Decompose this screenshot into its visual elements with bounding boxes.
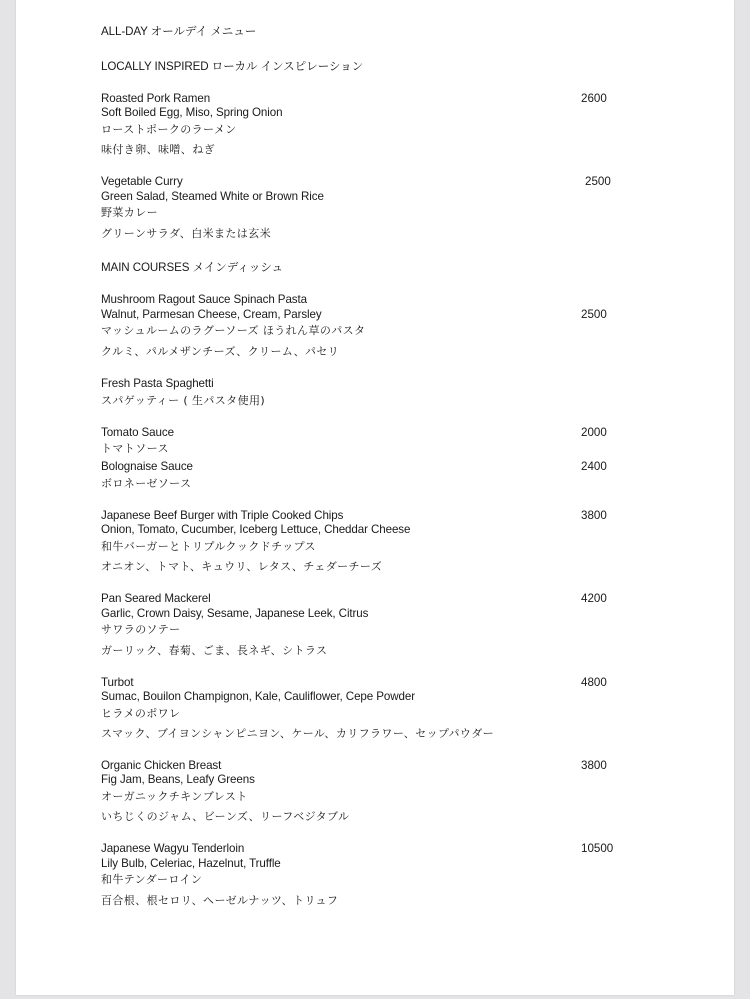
item-description: Soft Boiled Egg, Miso, Spring Onion xyxy=(101,106,283,119)
item-name: Japanese Wagyu Tenderloin xyxy=(101,842,245,855)
item-name-japanese: ヒラメのポワレ xyxy=(101,707,181,720)
item-description: Walnut, Parmesan Cheese, Cream, Parsley xyxy=(101,308,322,321)
item-description-japanese: クルミ、パルメザンチーズ、クリーム、パセリ xyxy=(101,345,340,358)
item-price: 2500 xyxy=(585,175,611,188)
item-price: 2500 xyxy=(581,308,607,321)
item-price: 3800 xyxy=(581,759,607,772)
item-description-japanese: ガーリック、春菊、ごま、長ネギ、シトラス xyxy=(101,644,328,657)
item-name-japanese: 和牛テンダーロイン xyxy=(101,873,203,886)
menu-title: ALL-DAY オールデイ メニュー xyxy=(101,25,257,38)
item-description: Lily Bulb, Celeriac, Hazelnut, Truffle xyxy=(101,857,281,870)
item-price: 10500 xyxy=(581,842,614,855)
item-description-japanese: オニオン、トマト、キュウリ、レタス、チェダーチーズ xyxy=(101,560,383,573)
item-price: 2000 xyxy=(581,426,607,439)
item-price: 2400 xyxy=(581,460,607,473)
item-name: Bolognaise Sauce xyxy=(101,460,193,473)
item-name-japanese: ボロネーゼソース xyxy=(101,477,192,490)
item-name: Pan Seared Mackerel xyxy=(101,592,211,605)
item-description-japanese: いちじくのジャム、ビーンズ、リーフベジタブル xyxy=(101,810,350,823)
item-name-japanese: 和牛バーガーとトリプルクックドチップス xyxy=(101,540,316,553)
item-description: Green Salad, Steamed White or Brown Rice xyxy=(101,190,324,203)
item-price: 2600 xyxy=(581,92,607,105)
item-name: Turbot xyxy=(101,676,134,689)
item-price: 4200 xyxy=(581,592,607,605)
item-description-japanese: 百合根、根セロリ、ヘーゼルナッツ、トリュフ xyxy=(101,894,339,907)
item-name: Mushroom Ragout Sauce Spinach Pasta xyxy=(101,293,307,306)
item-name-japanese: サワラのソテー xyxy=(101,623,181,636)
item-name-japanese: オーガニックチキンブレスト xyxy=(101,790,248,803)
item-description: Sumac, Bouilon Champignon, Kale, Cauliflower, Cepe Powder xyxy=(101,690,415,703)
item-name-japanese: スパゲッティー ( 生パスタ使用) xyxy=(101,394,266,407)
item-price: 4800 xyxy=(581,676,607,689)
item-name: Organic Chicken Breast xyxy=(101,759,222,772)
item-description-japanese: グリーンサラダ、白米または玄米 xyxy=(101,227,272,240)
item-name-japanese: マッシュルームのラグーソーズ ほうれん草のパスタ xyxy=(101,324,366,337)
item-name: Japanese Beef Burger with Triple Cooked Chips xyxy=(101,509,344,522)
item-name: Vegetable Curry xyxy=(101,175,183,188)
item-description: Garlic, Crown Daisy, Sesame, Japanese Leek, Citrus xyxy=(101,607,369,620)
section-heading-locally-inspired: LOCALLY INSPIRED ローカル インスピレーション xyxy=(101,60,364,73)
item-description-japanese: 味付き卵、味噌、ねぎ xyxy=(101,143,215,156)
section-heading-main-courses: MAIN COURSES メインディッシュ xyxy=(101,261,284,274)
item-description: Onion, Tomato, Cucumber, Iceberg Lettuce, Cheddar Cheese xyxy=(101,523,411,536)
item-name-japanese: ローストポークのラーメン xyxy=(101,123,237,136)
item-name: Roasted Pork Ramen xyxy=(101,92,211,105)
item-name: Tomato Sauce xyxy=(101,426,174,439)
item-price: 3800 xyxy=(581,509,607,522)
item-name-japanese: トマトソース xyxy=(101,442,169,455)
item-name-japanese: 野菜カレー xyxy=(101,206,158,219)
item-description: Fig Jam, Beans, Leafy Greens xyxy=(101,773,255,786)
item-description-japanese: スマック、ブイヨンシャンピニヨン、ケール、カリフラワー、セップパウダー xyxy=(101,727,495,740)
item-name: Fresh Pasta Spaghetti xyxy=(101,377,214,390)
